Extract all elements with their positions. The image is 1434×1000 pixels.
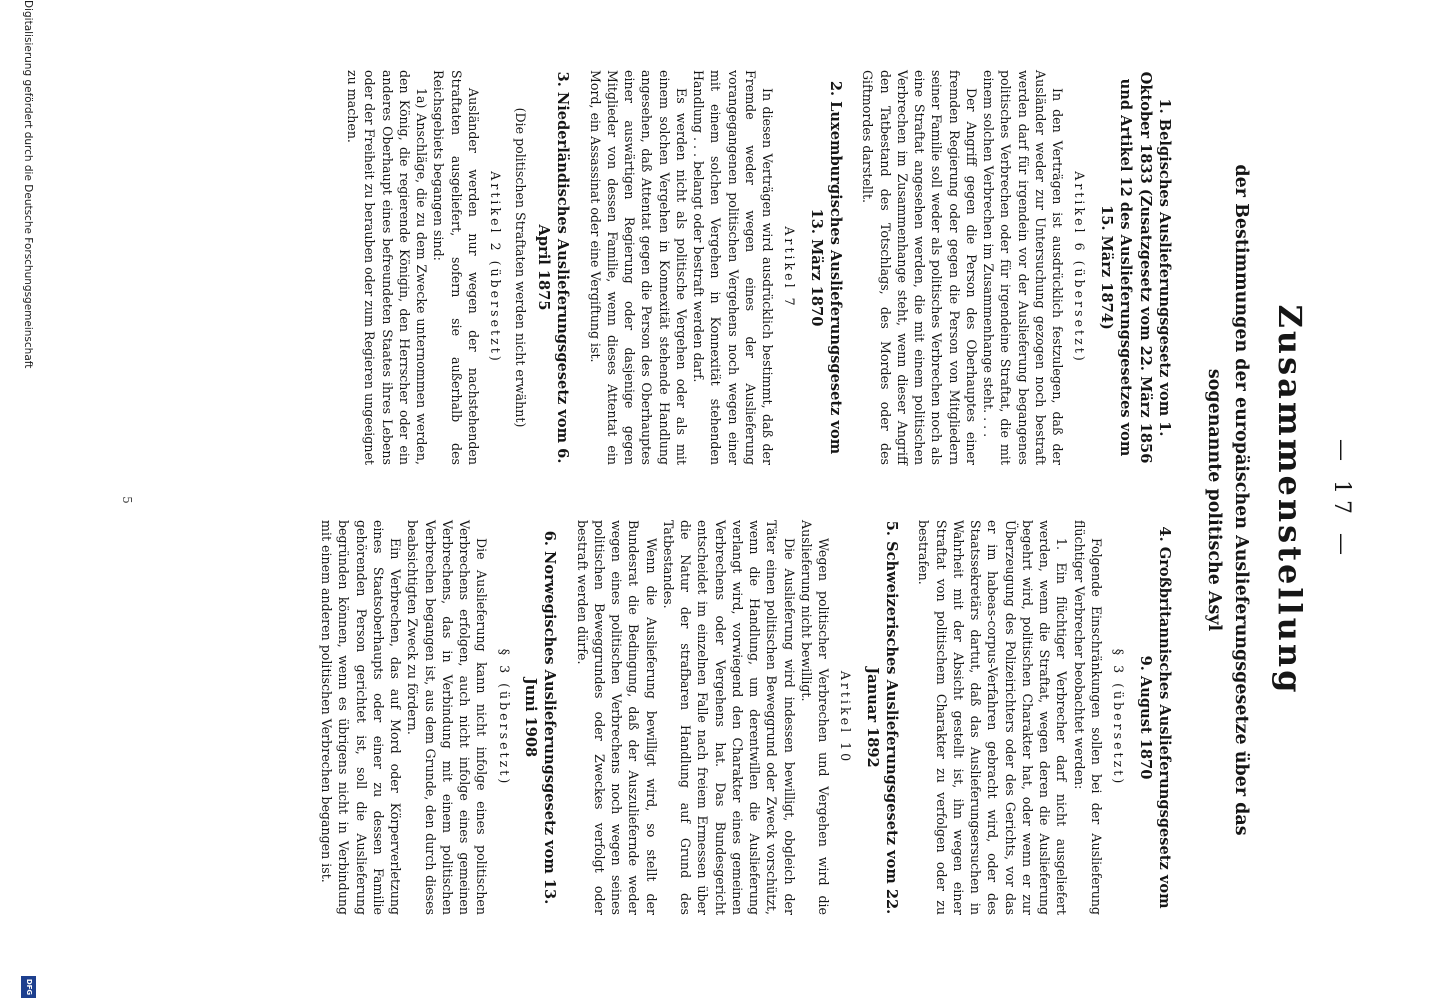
- paragraph: 1a) Anschläge, die zu dem Zwecke unternommen werden, den König, die regierende Königin, den Herrscher oder ein anderes Oberhaupt eines befreundeten Staates ihres Lebens oder der Freiheit zu berauben oder zum Regieren ungeeignet zu machen.: [345, 70, 430, 465]
- article-label: Artikel 10: [838, 670, 854, 765]
- paragraph: Ein Verbrechen, das auf Mord oder Körperverletzung eines Staatsoberhaupts oder einer zu dessen Familie gehörenden Person gerichtet ist, soll die Auslieferung begründen können, wenn es übrigens nicht in Verbindung mit einem anderen politischen Verbrechen begangen ist.: [319, 520, 404, 915]
- section-switzerland: [573, 520, 901, 915]
- right-column: [304, 520, 1174, 915]
- document-title: Zusammenstellung: [1271, 304, 1309, 696]
- paragraph: In den Verträgen ist ausdrücklich festzulegen, daß der Ausländer weder zur Untersuchung gezogen noch bestraft werden darf für irgendein vor der Auslieferung begangenes politisches Verbrechen oder für irgendeine Straftat, die mit einem solchen Verbrechen im Zusammenhange steht. . . .: [981, 70, 1066, 465]
- section-great-britain: [915, 520, 1174, 915]
- digitization-credit: Digitalisierung gefördert durch die Deutsche Forschungsgemeinschaft: [22, 0, 34, 369]
- document-subtitle: [1200, 120, 1254, 880]
- dfg-logo-text: DFG: [25, 978, 33, 996]
- article-label: Artikel 2 (übersetzt): [488, 171, 504, 364]
- subtitle-line: sogenannte politische Asyl: [1203, 368, 1224, 632]
- article-label: § 3 (übersetzt): [496, 648, 512, 787]
- paragraph: Wegen politischer Verbrechen und Vergehen wird die Auslieferung nicht bewilligt.: [798, 520, 832, 915]
- paragraph: In diesen Verträgen wird ausdrücklich bestimmt, daß der Fremde weder wegen eines der Auslieferung vorangegangenen politischen Vergehens noch wegen einer mit einem solchen Vergehen in Konnexität stehenden Handlung . . . belangt oder bestraft werden darf.: [691, 70, 776, 465]
- section-norway: [318, 520, 560, 915]
- section-luxembourg: [586, 70, 845, 465]
- page-number: — 17 —: [1329, 439, 1354, 561]
- paragraph: Folgende Einschränkungen sollen bei der Auslieferung flüchtiger Verbrecher beobachtet werden:: [1071, 520, 1104, 915]
- section-heading: 3. Niederländisches Auslieferungsgesetz vom 6. April 1875: [534, 71, 572, 464]
- paragraph: Wenn die Auslieferung bewilligt wird, so stellt der Bundesrat die Bedingung, daß der Auszuliefernde weder wegen eines politischen Verbrechens noch wegen seines politischen Beweggrundes oder Zweckes verfolgt oder bestraft werden dürfe.: [574, 520, 659, 915]
- dfg-logo: [21, 976, 36, 998]
- paragraph: Die Auslieferung kann nicht infolge eines politischen Verbrechens erfolgen, auch nicht infolge eines gemeinen Verbrechens, das in Verbindung mit einem politischen Verbrechen begangen ist, aus dem Grunde, den durch dieses beabsichtigten Zweck zu fördern.: [405, 520, 490, 915]
- article-label: Artikel 7: [782, 226, 798, 309]
- section-heading: 6. Norwegisches Auslieferungsgesetz vom 13. Juni 1908: [521, 530, 559, 905]
- section-heading: 4. Großbritannisches Auslieferungsgesetz vom 9. August 1870: [1136, 526, 1173, 909]
- paragraph: Es werden nicht als politische Vergehen oder als mit einem solchen Vergehen in Konnexität stehende Handlung angesehen, daß Attentat gegen die Person des Oberhauptes einer auswärtigen Regierung oder dasjenige gegen Mitglieder von dessen Familie, wenn dieses Attentat ein Mord, ein Assassinat oder eine Vergiftung ist.: [587, 70, 689, 465]
- article-label: Artikel 6 (übersetzt): [1072, 171, 1088, 364]
- section-belgium: [859, 70, 1174, 465]
- article-label: § 3 (übersetzt): [1111, 648, 1127, 787]
- paragraph: Die Auslieferung wird indessen bewilligt, obgleich der Täter einen politischen Beweggrund oder Zweck vorschützt, wenn die Handlung, um derentwillen die Auslieferung verlangt wird, vorwiegend den Charakter eines gemeinen Verbrechens oder Vergehens hat. Das Bundesgericht entscheidet im einzelnen Falle nach freiem Ermessen über die Natur der strafbaren Handlung auf Grund des Tatbestandes.: [660, 520, 797, 915]
- footer-mark: 5: [120, 496, 134, 504]
- paragraph: Der Angriff gegen die Person des Oberhauptes einer fremden Regierung oder gegen die Person von Mitgliedern seiner Familie soll weder als politisches Verbrechen noch als eine Straftat angesehen werden, die mit einem politischen Verbrechen im Zusammenhange steht, wenn dieser Angriff den Tatbestand des Totschlags, des Mordes oder des Giftmordes darstellt.: [860, 70, 979, 465]
- paragraph: 1. Ein flüchtiger Verbrecher darf nicht ausgeliefert werden, wenn die Straftat, wegen deren die Auslieferung begehrt wird, politischen Charakter hat, oder wenn er zur Überzeugung des Polizeirichters oder des Gerichts, vor das er im habeas-corpus-Verfahren gebracht wird, oder des Staatssekretärs dartut, daß das Auslieferungsersuchen in Wahrheit mit der Absicht gestellt ist, ihn wegen einer Straftat von politischem Charakter zu verfolgen oder zu bestrafen.: [916, 520, 1070, 915]
- section-note: (Die politischen Straftaten werden nicht erwähnt): [513, 107, 529, 428]
- section-heading: 1. Belgisches Auslieferungsgesetz vom 1. Oktober 1833 (Zusatzgesetz vom 22. März 1856 und Artikel 12 des Auslieferungsgesetzes vom 15. März 1874): [1097, 71, 1173, 464]
- left-column: [330, 70, 1174, 465]
- section-heading: 2. Luxemburgisches Auslieferungsgesetz vom 13. März 1870: [807, 80, 845, 455]
- paragraph: Ausländer werden nur wegen der nachstehenden Straftaten ausgeliefert, sofern sie außerhalb des Reichsgebiets begangen sind:: [431, 70, 481, 465]
- subtitle-line: der Bestimmungen der europäischen Auslieferungsgesetze über das: [1231, 164, 1251, 836]
- section-heading: 5. Schweizerisches Auslieferungsgesetz vom 22. Januar 1892: [863, 520, 901, 915]
- section-netherlands: [344, 70, 572, 465]
